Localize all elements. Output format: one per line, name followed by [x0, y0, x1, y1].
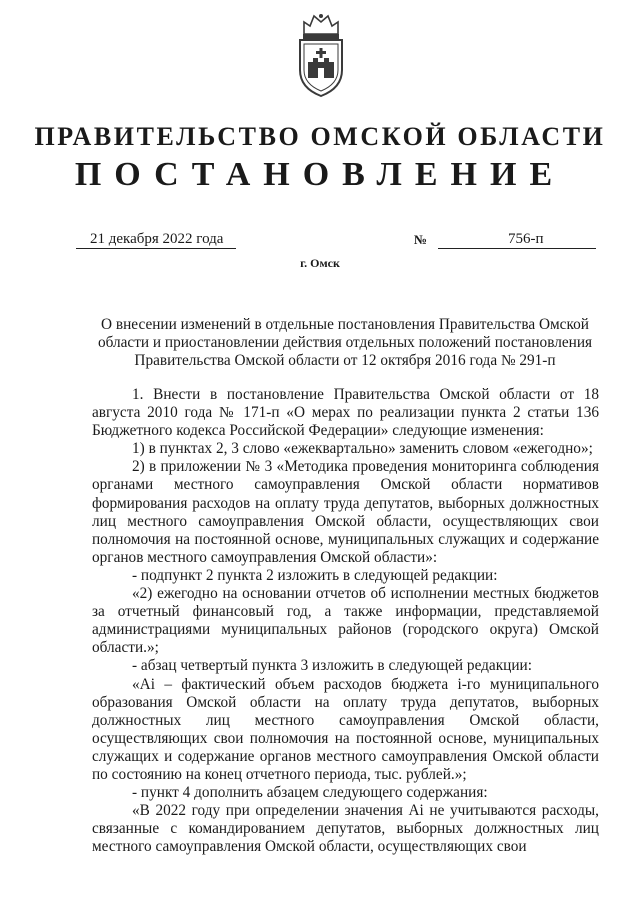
subject-line: области и приостановлении действия отдельных положений постановления: [97, 334, 593, 351]
decree-number: [438, 230, 596, 249]
body-paragraph: «Аі – фактический объем расходов бюджета і-го муниципального образования Омской области на оплату труда депутатов, выборных должностных лиц местного самоуправления Омской области, осуществляющих свои полномочия на постоянной основе, муниципальных служащих и содержание органов местного самоуправления Омской области по состоянию на конец отчетного периода, тыс. рублей.»;: [92, 675, 599, 783]
body-paragraph: 2) в приложении № 3 «Методика проведения мониторинга соблюдения органами местного самоуправления Омской области нормативов формирования расходов на оплату труда депутатов, выборных должностных лиц местного самоуправления Омской области, осуществляющих свои полномочия на постоянной основе, муниципальных служащих и содержание органов местного самоуправления Омской области»:: [92, 458, 599, 566]
government-title: ПРАВИТЕЛЬСТВО ОМСКОЙ ОБЛАСТИ: [34, 122, 606, 151]
body-paragraph: - пункт 4 дополнить абзацем следующего содержания:: [132, 784, 488, 802]
number-sign: №: [414, 232, 428, 247]
body-paragraph: - подпункт 2 пункта 2 изложить в следующей редакции:: [132, 566, 498, 584]
body-paragraph: «В 2022 году при определении значения Аі не учитываются расходы, связанные с командированием депутатов, выборных должностных лиц местного самоуправления Омской области, осуществляющих свои: [92, 802, 599, 856]
decree-number-text: 756-п: [508, 231, 544, 247]
decree-subject: [90, 316, 600, 370]
decree-date-text: 21 декабря 2022 года: [90, 231, 224, 247]
omsk-coat-of-arms-icon: [294, 12, 348, 98]
body-paragraph: - абзац четвертый пункта 3 изложить в следующей редакции:: [132, 657, 532, 675]
subject-line: О внесении изменений в отдельные постановления Правительства Омской: [101, 316, 589, 333]
subject-line: Правительства Омской области от 12 октября 2016 года № 291-п: [134, 352, 556, 369]
decree-body: [92, 386, 599, 856]
body-paragraph: «2) ежегодно на основании отчетов об исполнении местных бюджетов за отчетный финансовый год, а также информации, представляемой администрациями муниципальных районов (городского округа) Омской области.»;: [92, 585, 599, 657]
body-paragraph: 1. Внести в постановление Правительства Омской области от 18 августа 2010 года № 171-п «О мерах по реализации пункта 2 статьи 136 Бюджетного кодекса Российской Федерации» следующие изменения:: [92, 386, 599, 440]
body-paragraph: 1) в пунктах 2, 3 слово «ежеквартально» заменить словом «ежегодно»;: [132, 440, 593, 458]
document-type-title: ПОСТАНОВЛЕНИЕ: [74, 156, 566, 193]
city-label: г. Омск: [300, 256, 340, 270]
decree-date: [76, 230, 236, 249]
